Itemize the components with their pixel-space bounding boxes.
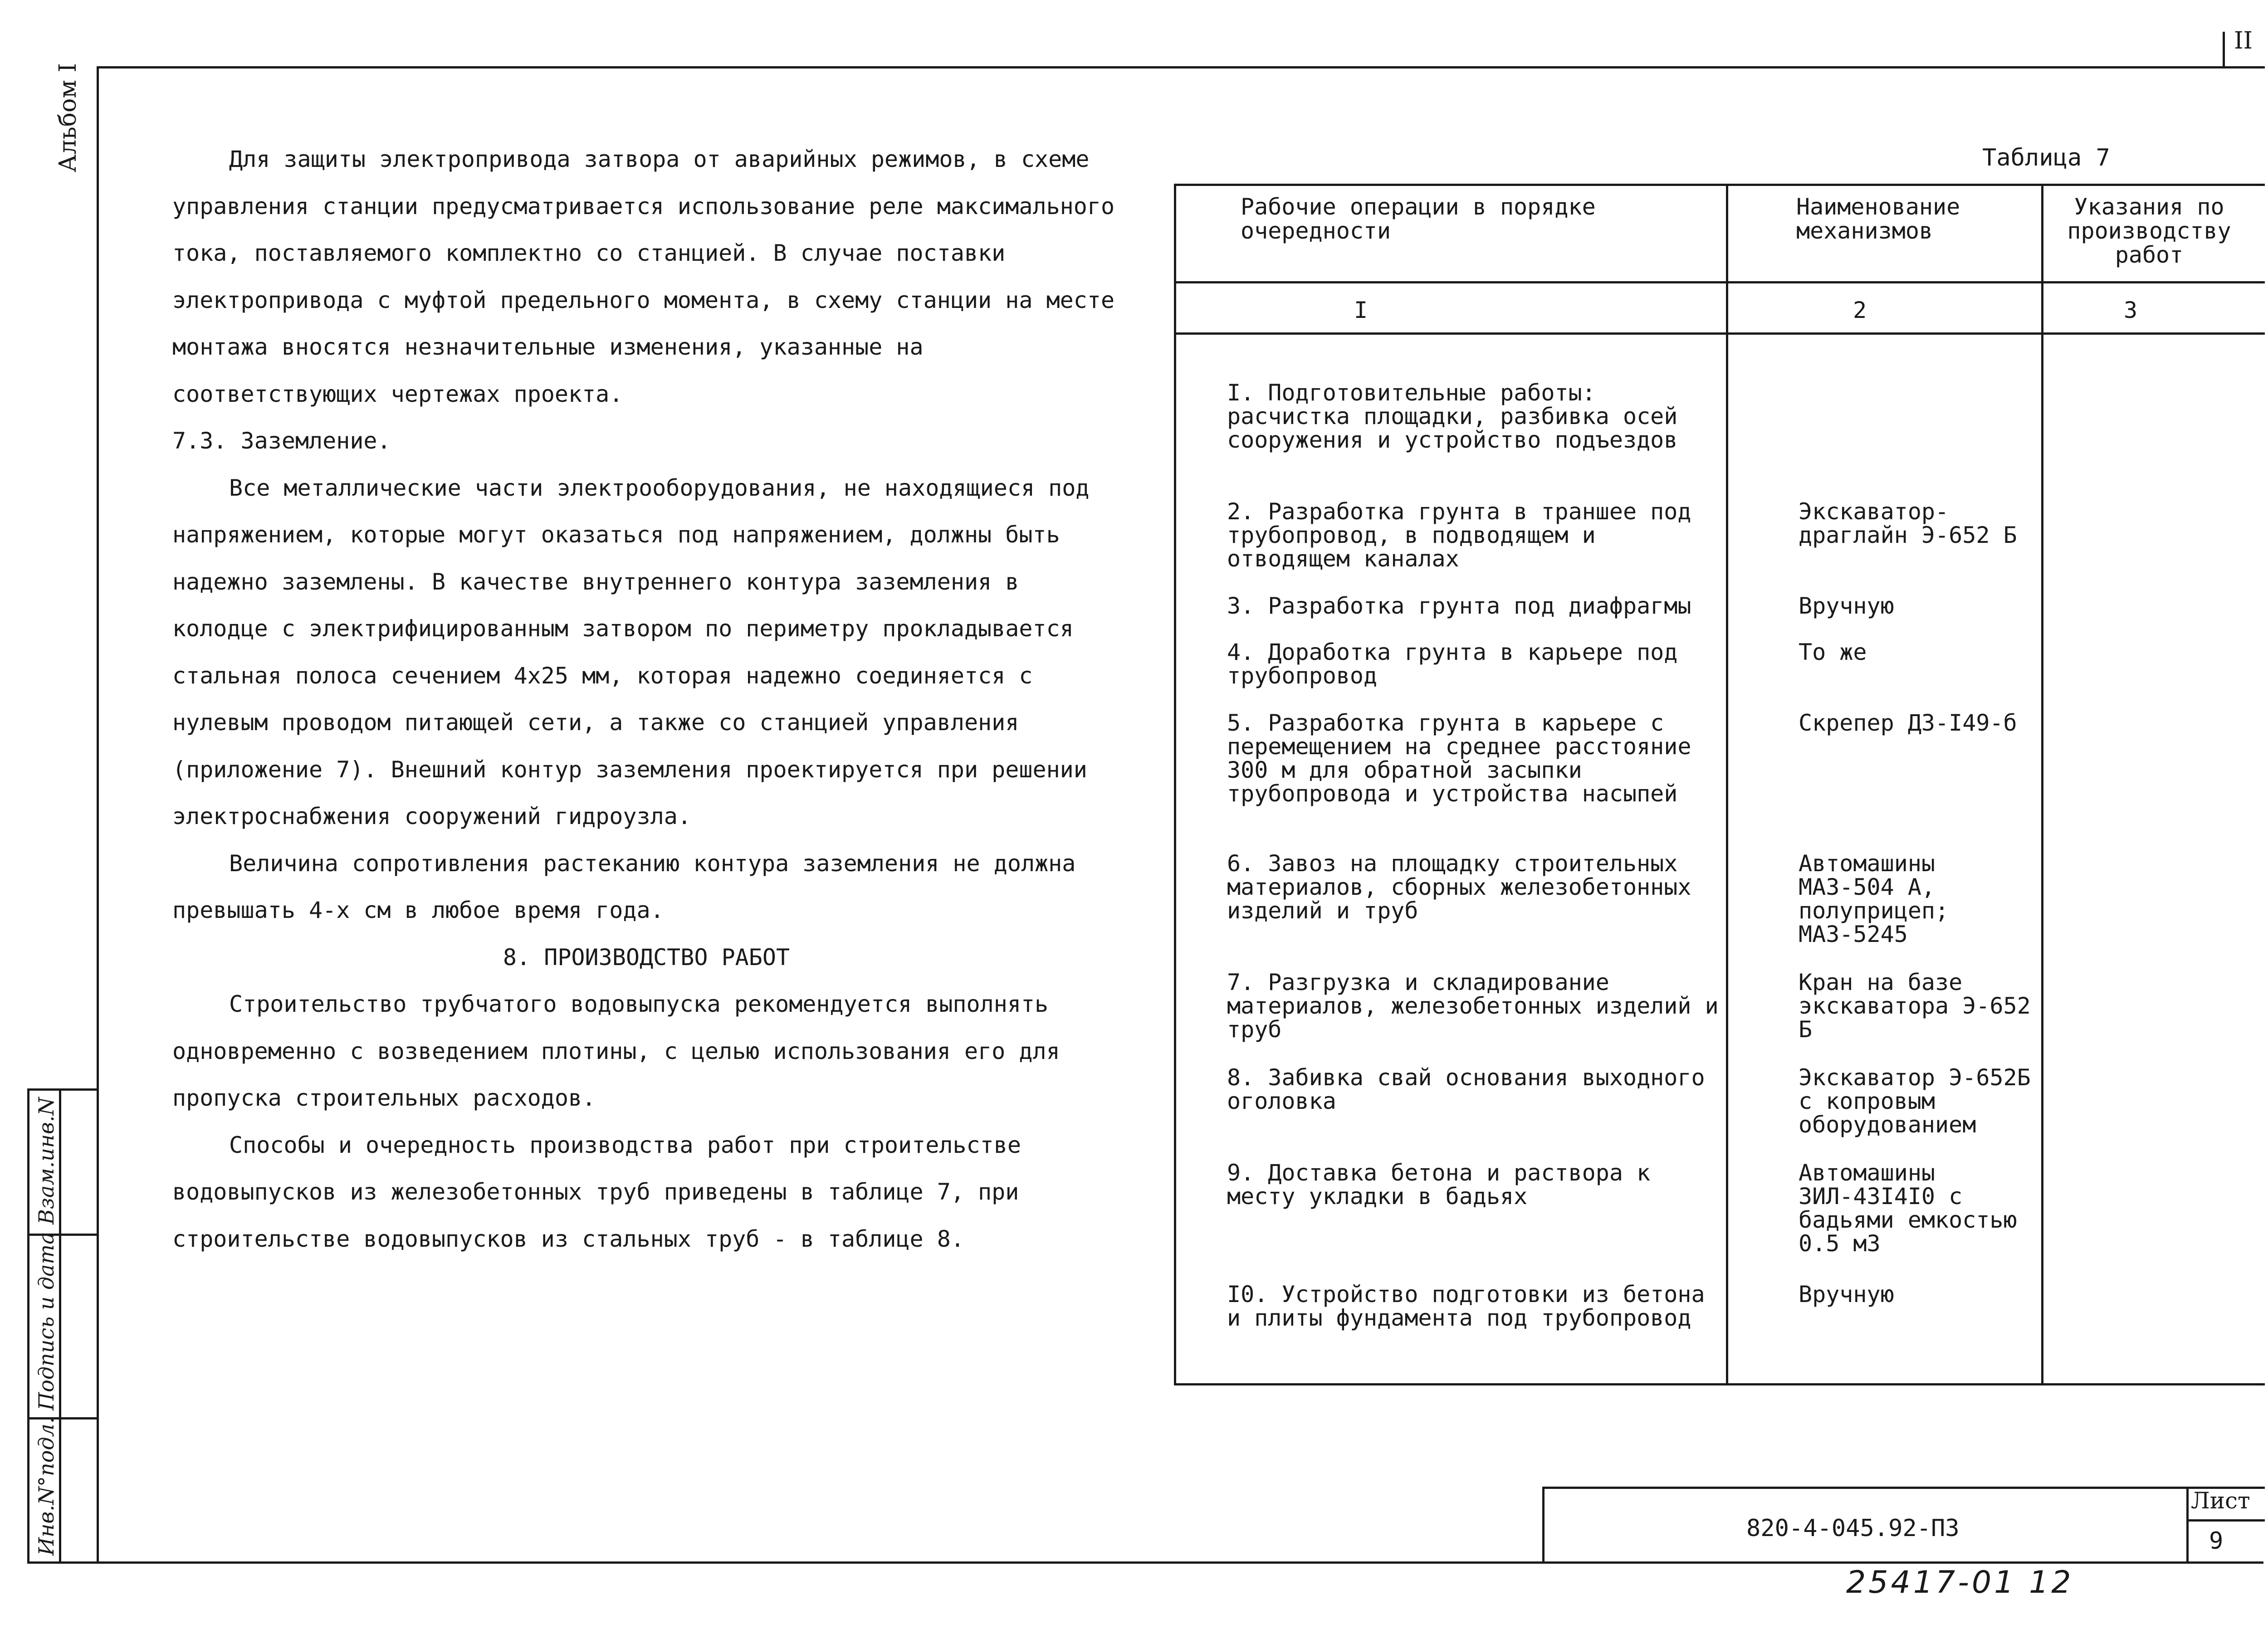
table-row-7-mechanism: Кран на базе экскаватора Э-652 Б	[1799, 969, 2031, 1043]
table-row-1-operation: I. Подготовительные работы: расчистка площадки, разбивка осей сооружения и устройство подъездов	[1227, 380, 1678, 453]
table-row-2-mechanism: Экскаватор-драглайн Э-652 Б	[1799, 498, 2017, 548]
table-colnum-line	[1174, 332, 2265, 335]
table-header-instructions: Указания по производству работ	[2067, 194, 2231, 268]
page-number-divider	[2223, 32, 2225, 68]
table-row-8-operation: 8. Забивка свай основания выходного оголовка	[1227, 1064, 1705, 1114]
paragraph-construction: Строительство трубчатого водовыпуска рекомендуется выполнять одновременно с возведением плотины, с целью использования его для пропуска строительных расходов.	[172, 991, 1060, 1111]
stamp-left-line	[27, 1088, 29, 1562]
column-number-1: I	[1354, 297, 1368, 323]
table-row-3-mechanism: Вручную	[1799, 593, 1894, 619]
page-number: II	[2234, 27, 2253, 54]
table-row-4-mechanism: То же	[1799, 639, 1867, 665]
frame-top-line	[97, 66, 2265, 68]
stamp-signature-date: Подпись и дата	[34, 1232, 59, 1410]
paragraph-methods: Способы и очередность производства работ при строительстве водовыпусков из железобетонных труб приведены в таблице 7, при строительстве водовыпусков из стальных труб - в таблице 8.	[172, 1132, 1021, 1252]
document-code: 820-4-045.92-ПЗ	[1746, 1515, 1960, 1542]
table-col2-line	[2041, 184, 2043, 1385]
table-header-operations: Рабочие операции в порядке очередности	[1241, 194, 1596, 244]
handwritten-archive-number: 25417-01 12	[1846, 1565, 2074, 1600]
table-row-6-mechanism: Автомашины МАЗ-504 А, полуприцеп; МАЗ-5245	[1799, 850, 1949, 947]
table-row-6-operation: 6. Завоз на площадку строительных материалов, сборных железобетонных изделий и труб	[1227, 850, 1691, 924]
stamp-mid-line	[59, 1088, 61, 1562]
table-row-10-operation: I0. Устройство подготовки из бетона и плиты фундамента под трубопровод	[1227, 1281, 1705, 1331]
paragraph-resistance: Величина сопротивления растеканию контура заземления не должна превышать 4-х см в любое время года.	[172, 850, 1076, 923]
album-label: Альбом I	[54, 63, 82, 172]
table-left-line	[1174, 184, 1176, 1385]
paragraph-protection: Для защиты электропривода затвора от аварийных режимов, в схеме управления станции предусматривается использование реле максимального тока, поставляемого комплектно со станцией. В случае поставки электропривода с муфтой предельного момента, в схему станции на месте монтажа вносятся незначительные изменения, указанные на соответствующих чертежах проекта.	[172, 146, 1115, 407]
title-block-sheet-line	[2186, 1487, 2189, 1564]
stamp-inv-replaced: Взам.инв.N	[34, 1097, 59, 1224]
table-row-9-operation: 9. Доставка бетона и раствора к месту укладки в бадьях	[1227, 1160, 1651, 1210]
sheet-number: 9	[2209, 1527, 2224, 1555]
table-row-5-mechanism: Скрепер ДЗ-I49-б	[1799, 710, 2017, 736]
paragraph-grounding: Все металлические части электрооборудования, не находящиеся под напряжением, которые могут оказаться под напряжением, должны быть надежно заземлены. В качестве внутреннего контура заземления в колодце с электрифицированным затвором по периметру прокладывается стальная полоса сечением 4х25 мм, которая надежно соединяется с нулевым проводом питающей сети, а также со станцией управления (приложение 7). Внешний контур заземления проектируется при решении электроснабжения сооружений гидроузла.	[172, 474, 1090, 829]
table-row-5-operation: 5. Разработка грунта в карьере с перемещением на среднее расстояние 300 м для обратной засыпки трубопровода и устройства насыпей	[1227, 710, 1691, 807]
title-block-top-line	[1542, 1487, 2265, 1489]
column-number-2: 2	[1853, 297, 1867, 323]
body-text	[172, 136, 1120, 1263]
table-header-mechanisms: Наименование механизмов	[1796, 194, 1960, 244]
table-row-3-operation: 3. Разработка грунта под диафрагмы	[1227, 593, 1691, 619]
table-row-10-mechanism: Вручную	[1799, 1281, 1894, 1307]
frame-bottom-line	[27, 1561, 2263, 1564]
table-row-4-operation: 4. Доработка грунта в карьере под трубопровод	[1227, 639, 1678, 689]
stamp-top-line	[27, 1088, 98, 1091]
table-top-line	[1174, 184, 2265, 186]
table-header-line	[1174, 281, 2265, 283]
sheet-label: Лист	[2191, 1488, 2250, 1514]
title-block-left-line	[1542, 1487, 1545, 1564]
table-row-7-operation: 7. Разгрузка и складирование материалов, железобетонных изделий и труб	[1227, 969, 1719, 1043]
section-heading-works: 8. ПРОИЗВОДСТВО РАБОТ	[503, 944, 790, 971]
section-heading-grounding: 7.3. Заземление.	[172, 428, 391, 454]
frame-left-line	[97, 66, 99, 1563]
column-number-3: 3	[2124, 297, 2138, 323]
table-col1-line	[1726, 184, 1728, 1385]
table-row-8-mechanism: Экскаватор Э-652Б с копровым оборудованием	[1799, 1064, 2031, 1138]
table-caption: Таблица 7	[1982, 144, 2110, 171]
table-row-2-operation: 2. Разработка грунта в траншее под трубопровод, в подводящем и отводящем каналах	[1227, 498, 1691, 572]
stamp-inv-original: Инв.N°подл.	[34, 1417, 59, 1556]
title-block-sheet-divider	[2186, 1519, 2265, 1522]
table-row-9-mechanism: Автомашины ЗИЛ-43I4I0 с бадьями емкостью 0.5 м3	[1799, 1160, 2017, 1257]
table-bottom-line	[1174, 1383, 2265, 1385]
